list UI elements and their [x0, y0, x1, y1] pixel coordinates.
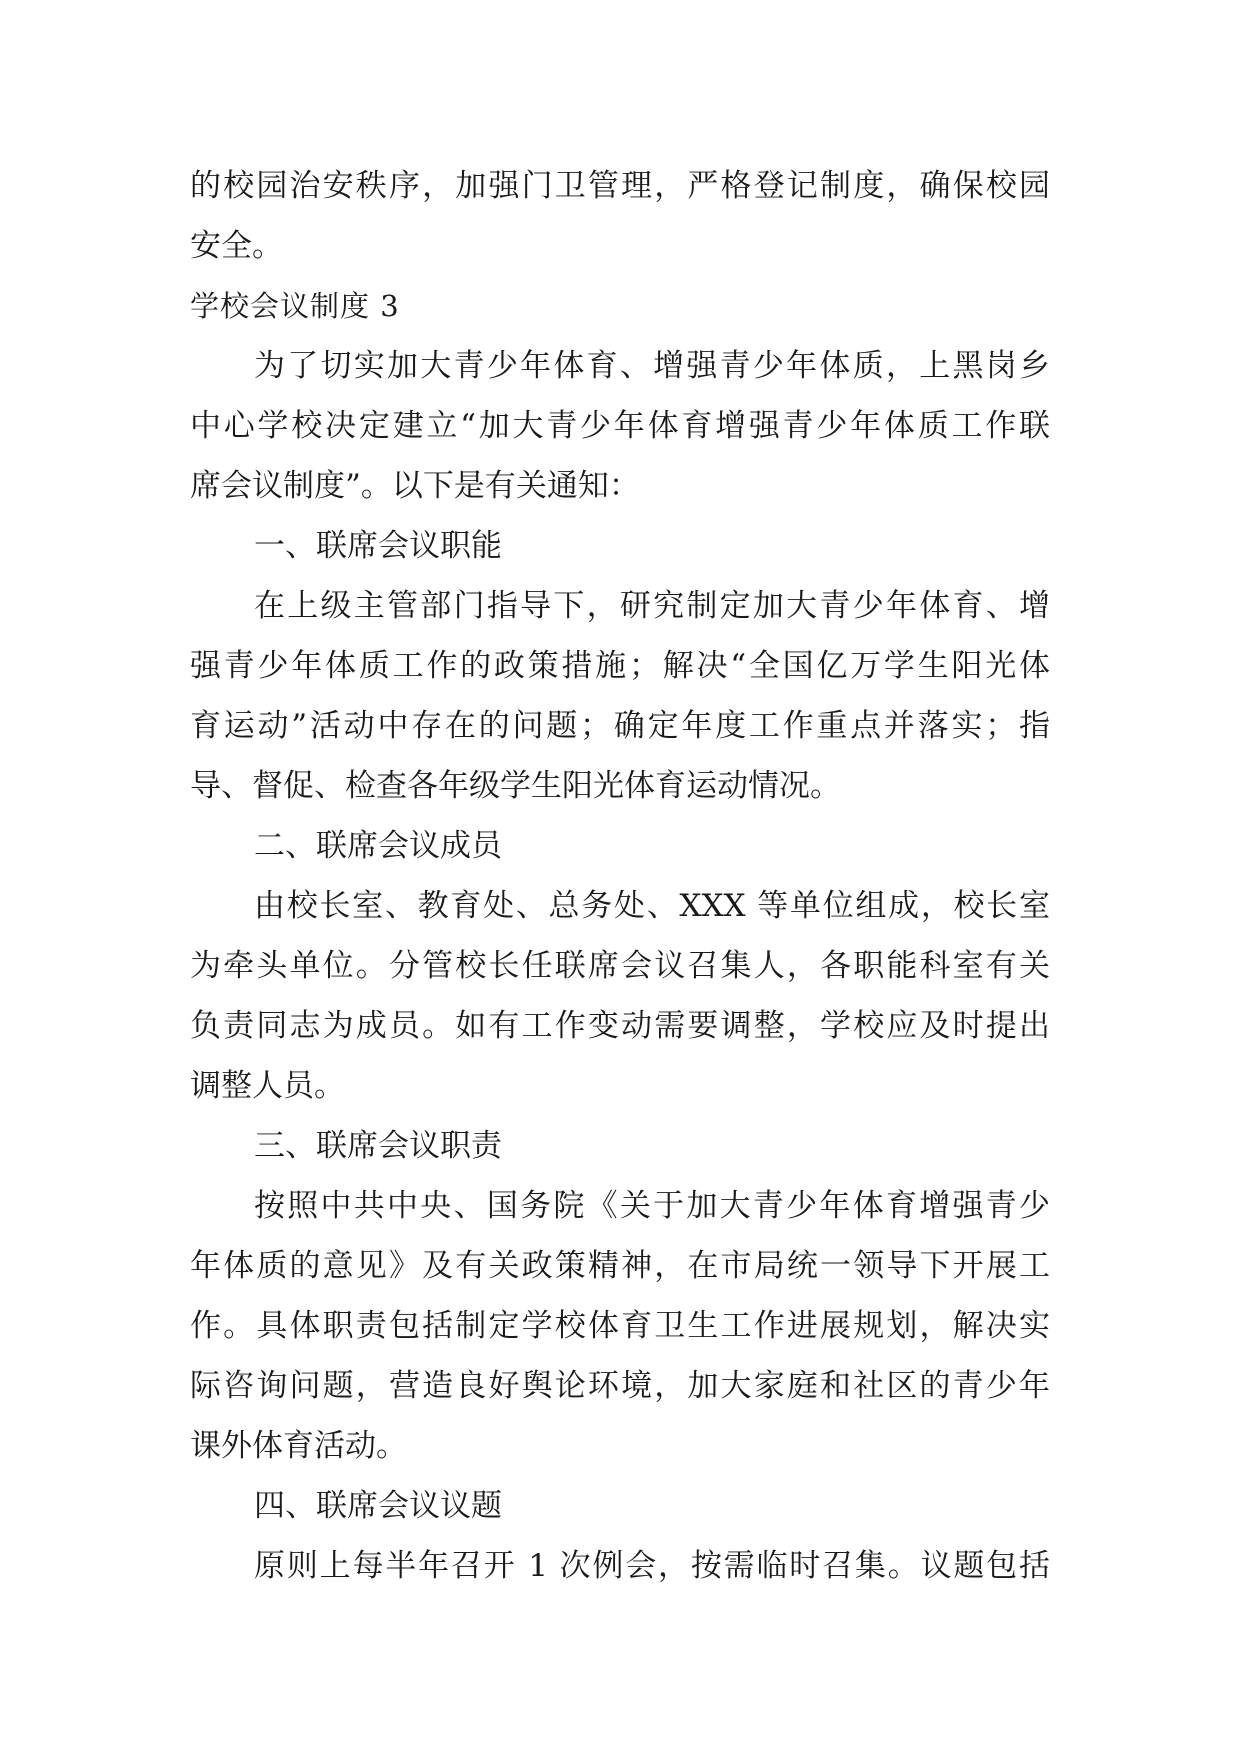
paragraph-line: 为牵头单位。分管校长任联席会议召集人，各职能科室有关: [190, 948, 1050, 984]
paragraph-line: 席会议制度”。以下是有关通知：: [190, 468, 640, 504]
paragraph-line: 年体质的意见》及有关政策精神，在市局统一领导下开展工: [190, 1248, 1050, 1284]
document-body: [190, 156, 1050, 1596]
subsection-heading: 二、联席会议成员: [254, 828, 502, 864]
paragraph-line: 育运动”活动中存在的问题；确定年度工作重点并落实；指: [190, 708, 1050, 744]
subsection-heading: 一、联席会议职能: [254, 528, 502, 564]
paragraph-line: 课外体育活动。: [190, 1428, 407, 1464]
subsection-heading: 四、联席会议议题: [254, 1488, 502, 1524]
paragraph-line: 原则上每半年召开 1 次例会，按需临时召集。议题包括: [254, 1548, 1050, 1584]
paragraph-line: 负责同志为成员。如有工作变动需要调整，学校应及时提出: [190, 1008, 1050, 1044]
paragraph-line: 际咨询问题，营造良好舆论环境，加大家庭和社区的青少年: [190, 1368, 1050, 1404]
paragraph-line: 导、督促、检查各年级学生阳光体育运动情况。: [190, 768, 841, 804]
paragraph-line: 在上级主管部门指导下，研究制定加大青少年体育、增: [254, 588, 1050, 624]
paragraph-line: 调整人员。: [190, 1068, 345, 1104]
paragraph-line: 安全。: [190, 228, 283, 264]
paragraph-line: 的校园治安秩序，加强门卫管理，严格登记制度，确保校园: [190, 168, 1050, 204]
paragraph-line: 由校长室、教育处、总务处、XXX 等单位组成，校长室: [254, 888, 1050, 924]
paragraph-line: 为了切实加大青少年体育、增强青少年体质，上黑岗乡: [254, 348, 1050, 384]
paragraph-line: 中心学校决定建立“加大青少年体育增强青少年体质工作联: [190, 408, 1050, 444]
paragraph-line: 按照中共中央、国务院《关于加大青少年体育增强青少: [254, 1188, 1050, 1224]
section-title: 学校会议制度 3: [190, 289, 400, 323]
paragraph-line: 作。具体职责包括制定学校体育卫生工作进展规划，解决实: [190, 1308, 1050, 1344]
subsection-heading: 三、联席会议职责: [254, 1128, 502, 1164]
paragraph-line: 强青少年体质工作的政策措施；解决“全国亿万学生阳光体: [190, 648, 1050, 684]
